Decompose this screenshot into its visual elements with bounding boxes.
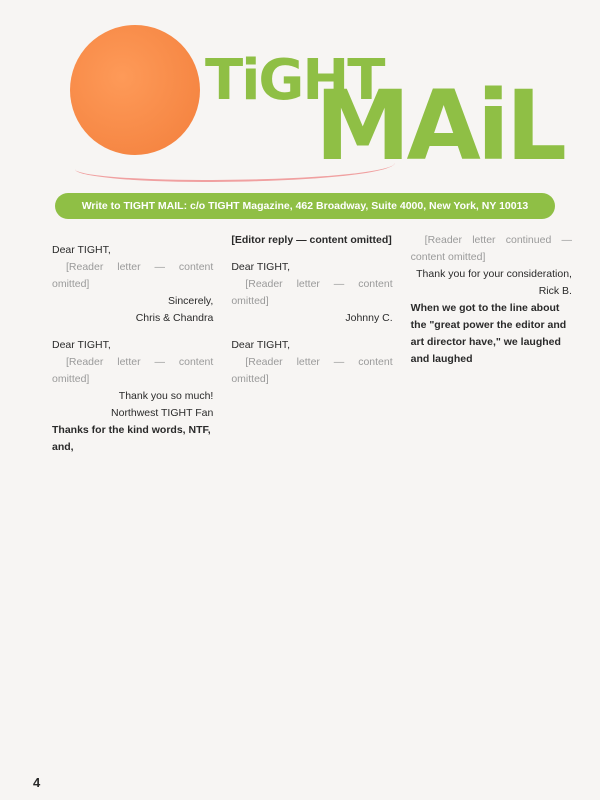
column-3 <box>411 232 572 456</box>
letter-body: [Reader letter — content omitted] <box>52 261 214 290</box>
letter-body: [Reader letter continued — content omitted] <box>410 234 572 263</box>
letter-body: [Reader letter — content omitted] <box>231 356 393 385</box>
letter-salutation: Dear TIGHT, <box>231 339 291 351</box>
title-word-2: MAiL <box>315 70 563 182</box>
letter-salutation: Dear TIGHT, <box>52 244 111 256</box>
letter-signoff: Johnny C. <box>345 312 393 324</box>
column-1 <box>52 232 213 456</box>
letter-signoff: Thank you for your consideration, <box>416 268 572 280</box>
editor-reply: Thanks for the kind words, NTF, and, <box>52 424 211 453</box>
title-word-1: TiGHT <box>205 48 384 113</box>
header-illustration <box>70 25 200 155</box>
letter-signoff: Thank you so much! <box>118 390 214 402</box>
letter-salutation: Dear TIGHT, <box>52 339 111 351</box>
letter-body: [Reader letter — content omitted] <box>52 356 214 385</box>
editor-reply: When we got to the line about the "great power the editor and art director have," we laughed and laughed <box>410 302 567 365</box>
letter-salutation: Dear TIGHT, <box>231 261 291 273</box>
letter-signoff: Rick B. <box>538 285 572 297</box>
masthead <box>0 0 600 190</box>
editor-reply: [Editor reply — content omitted] <box>231 234 392 246</box>
letter-signoff: Northwest TIGHT Fan <box>111 407 214 419</box>
letter-body: [Reader letter — content omitted] <box>231 278 393 307</box>
address-banner: Write to TIGHT MAIL: c/o TIGHT Magazine, 462 Broadway, Suite 4000, New York, NY 10013 <box>55 193 555 219</box>
letter-signoff: Sincerely, <box>168 295 214 307</box>
column-2 <box>231 232 392 456</box>
letters-columns <box>52 232 572 456</box>
page-number: 4 <box>33 775 41 790</box>
letter-signoff: Chris & Chandra <box>135 312 214 324</box>
